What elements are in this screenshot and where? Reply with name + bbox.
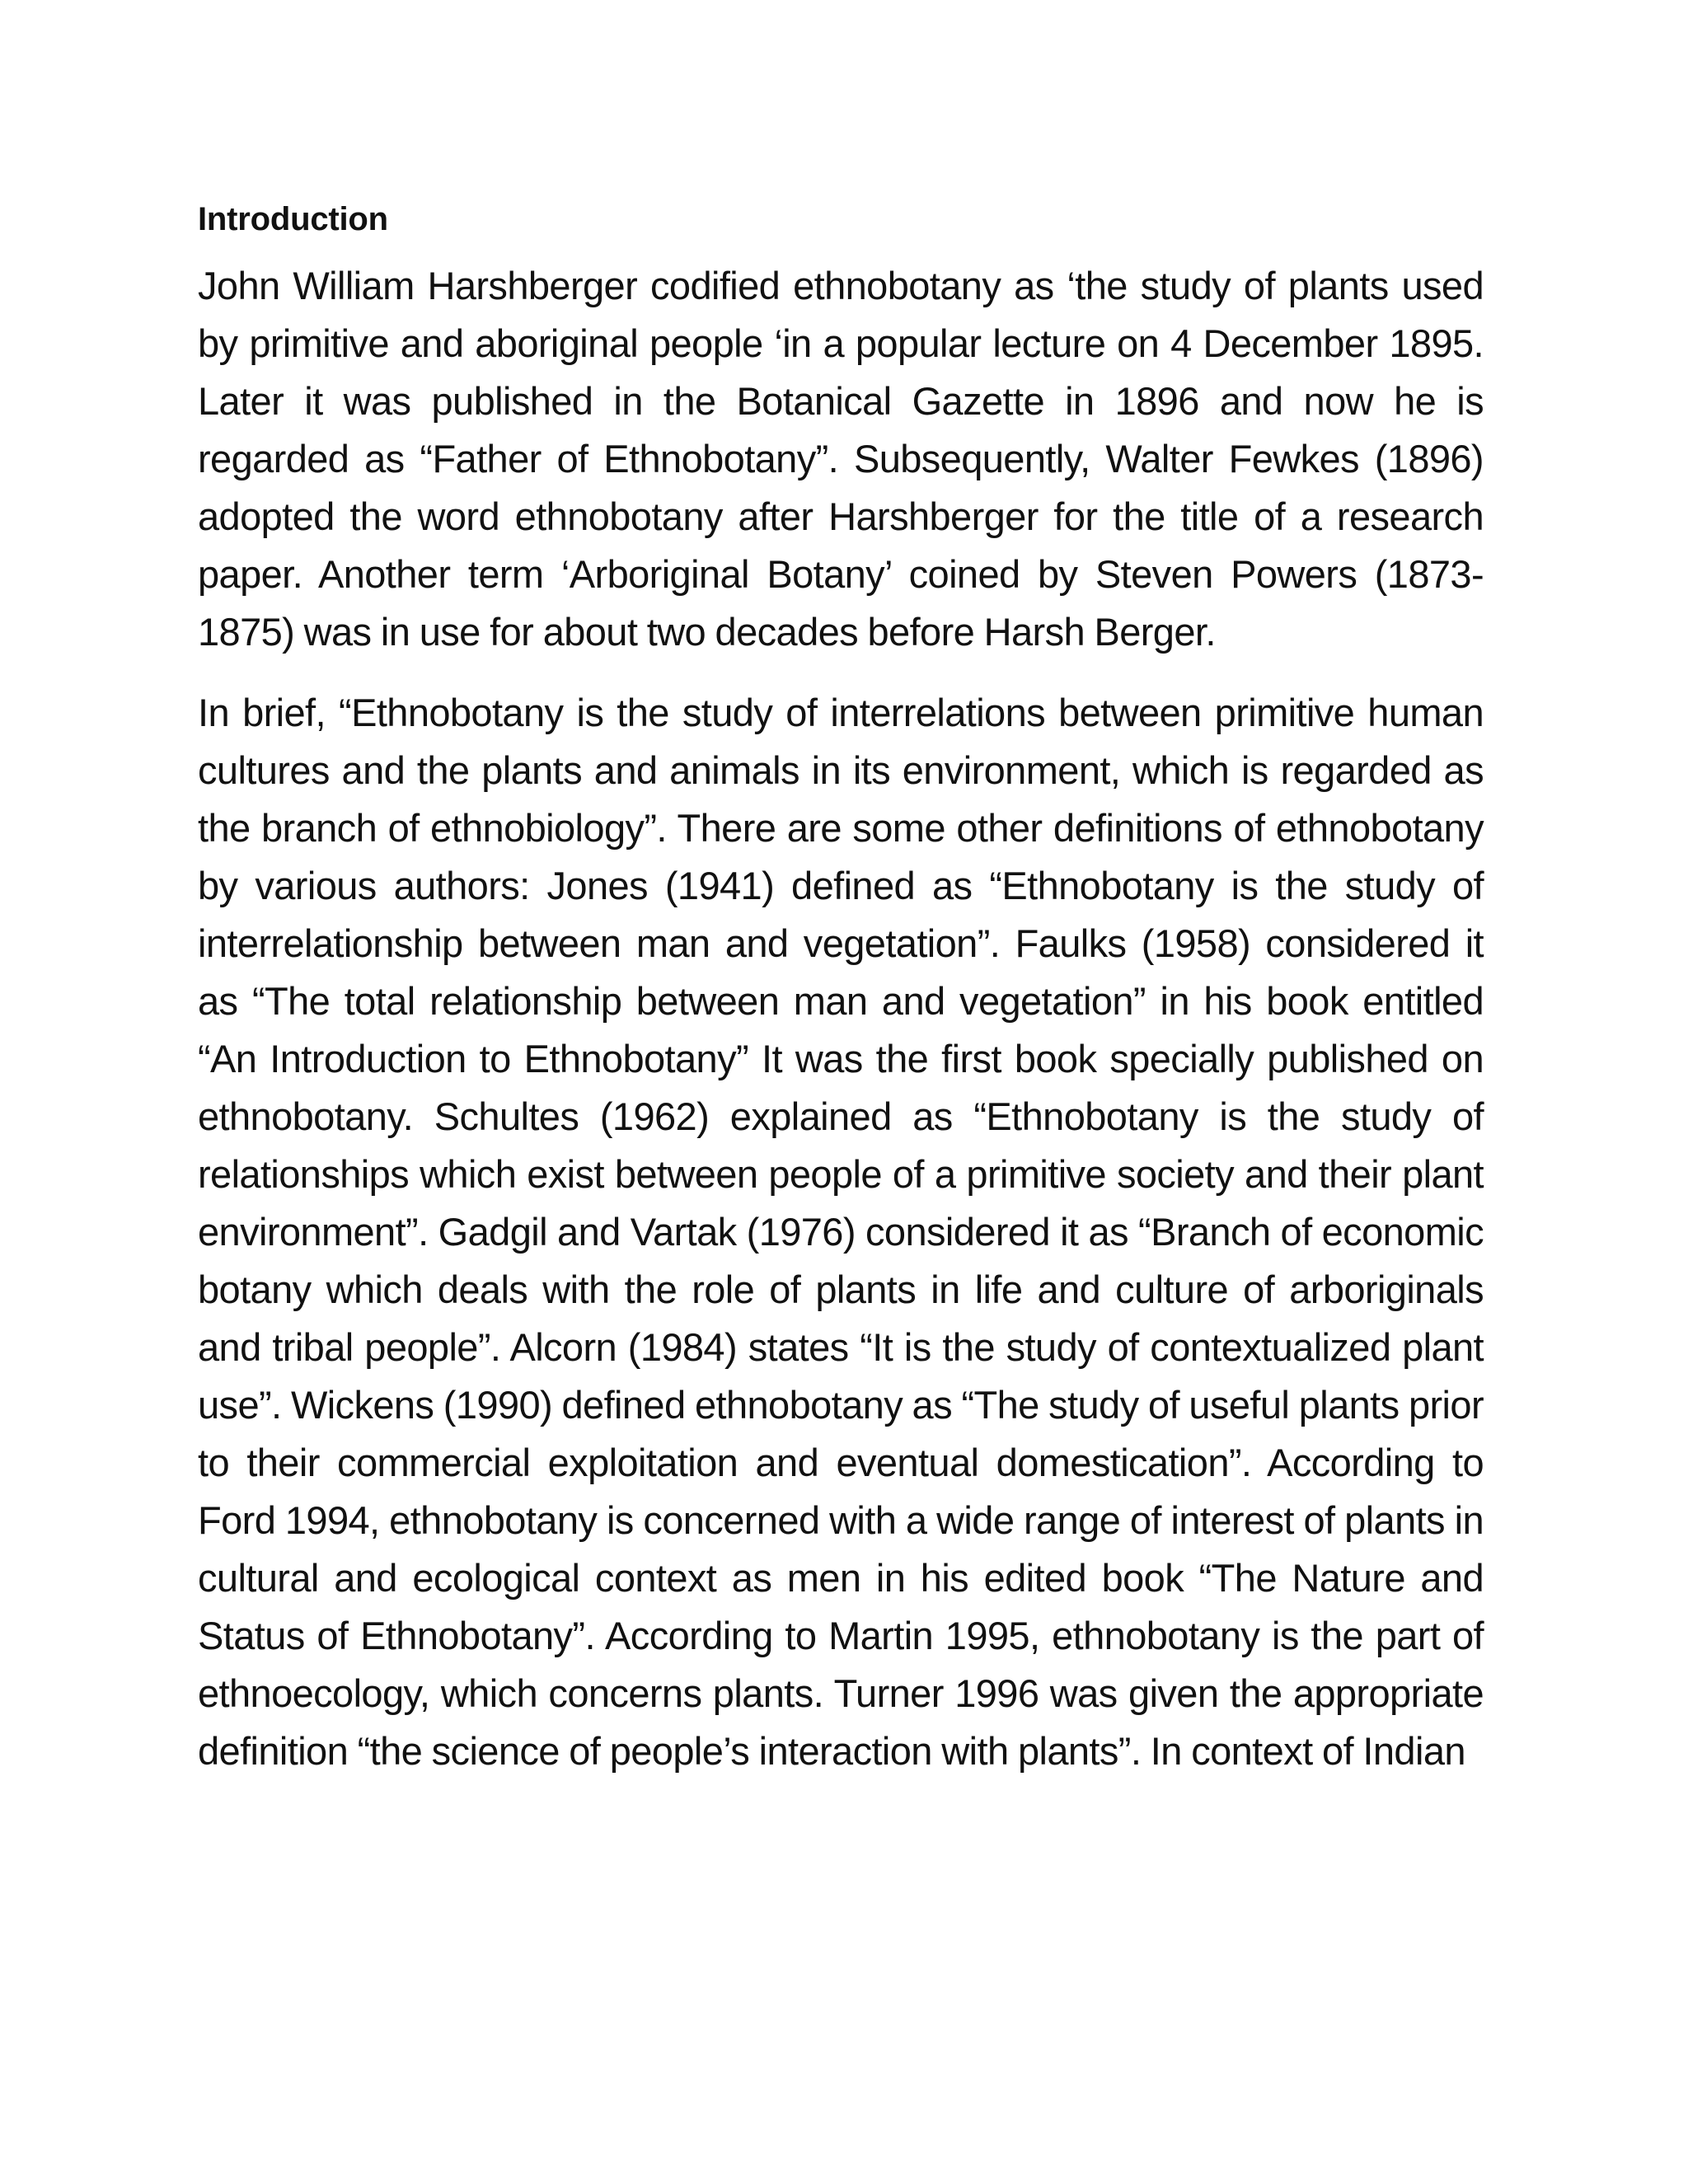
paragraph-1: John William Harshberger codified ethnobotany as ‘the study of plants used by primitive and aboriginal people ‘in a popular lecture on 4 December 1895. Later it was published in the Botanical Gazette in 1896 and now he is regarded as “Father of Ethnobotany”. Subsequently, Walter Fewkes (1896) adopted the word ethnobotany after Harshberger for the title of a research paper. Another term ‘Arboriginal Botany’ coined by Steven Powers (1873- 1875) was in use for about two decades before Harsh Berger. <box>198 264 1484 654</box>
document-body <box>198 198 1484 1803</box>
section-heading: Introduction <box>198 201 388 237</box>
paragraph-2: In brief, “Ethnobotany is the study of interrelations between primitive human cultures and the plants and animals in its environment, which is regarded as the branch of ethnobiology”. There are some other definitions of ethnobotany by various authors: Jones (1941) defined as “Ethnobotany is the study of interrelationship between man and vegetation”. Faulks (1958) considered it as “The total relationship between man and vegetation” in his book entitled “An Introduction to Ethnobotany” It was the first book specially published on ethnobotany. Schultes (1962) explained as “Ethnobotany is the study of relationships which exist between people of a primitive society and their plant environment”. Gadgil and Vartak (1976) considered it as “Branch of economic botany which deals with the role of plants in life and culture of arboriginals and tribal people”. Alcorn (1984) states “It is the study of contextualized plant use”. Wickens (1990) defined ethnobotany as “The study of useful plants prior to their commercial exploitation and eventual domestication”. According to Ford 1994, ethnobotany is concerned with a wide range of interest of plants in cultural and ecological context as men in his edited book “The Nature and Status of Ethnobotany”. According to Martin 1995, ethnobotany is the part of ethnoecology, which concerns plants. Turner 1996 was given the appropriate definition “the science of people’s interaction with plants”. In context of Indian <box>198 691 1484 1773</box>
